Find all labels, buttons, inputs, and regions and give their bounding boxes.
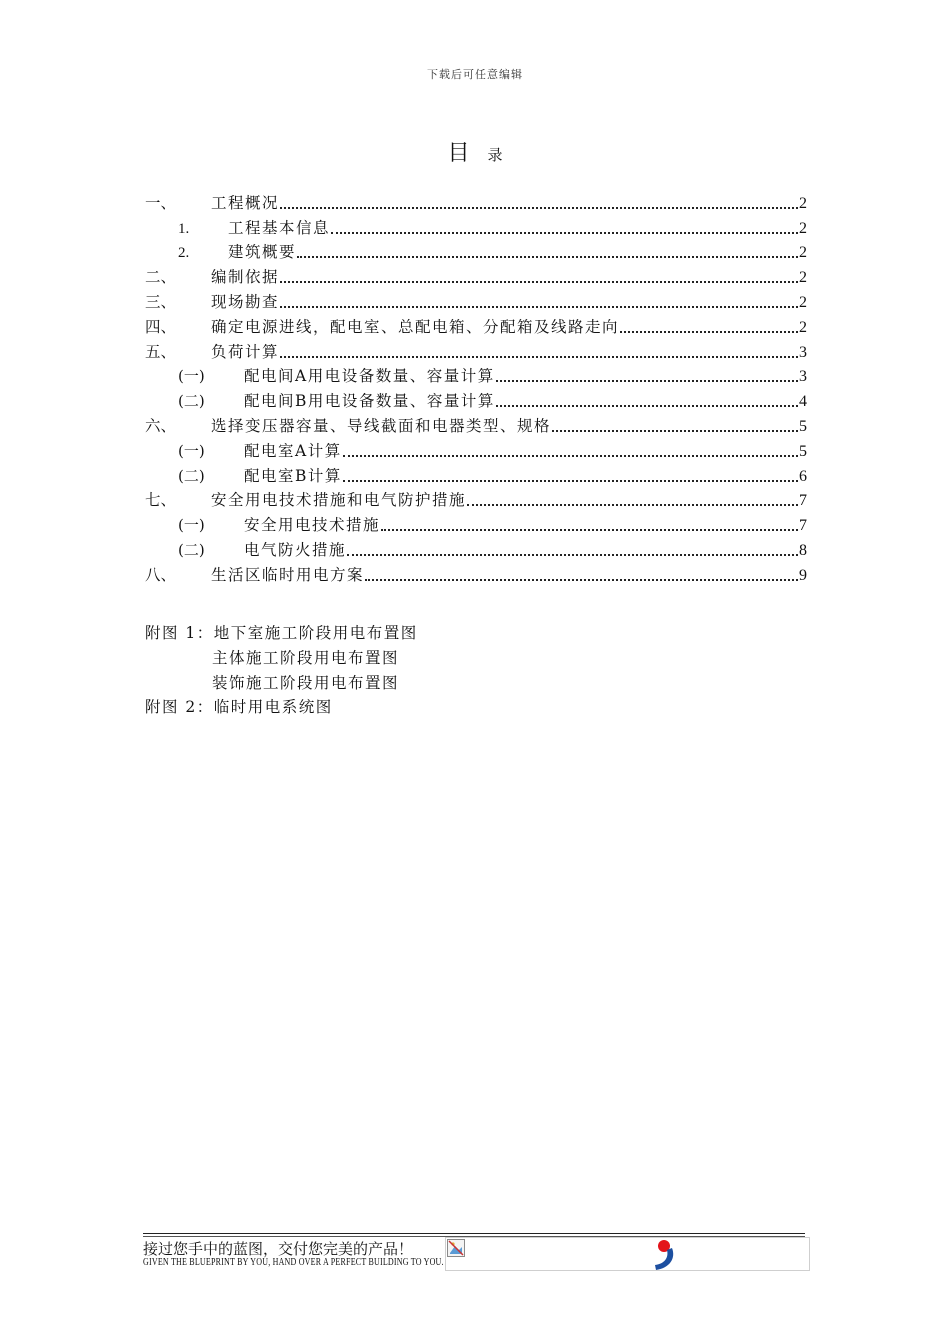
toc-entry-page: 3 <box>799 343 807 361</box>
toc-entry-page: 7 <box>799 517 807 535</box>
toc-entry-label: 生活区临时用电方案 <box>211 565 365 584</box>
toc-leader-dots <box>280 306 798 308</box>
toc-entry[interactable] <box>145 510 807 535</box>
toc-entry-number: 五、 <box>145 342 177 361</box>
toc-entry[interactable] <box>145 337 807 362</box>
page-header-note: 下载后可任意编辑 <box>427 68 523 81</box>
toc-entry[interactable] <box>145 238 807 263</box>
toc-entry-number: (二) <box>178 392 205 411</box>
toc-leader-dots <box>280 356 798 358</box>
toc-entry-number: 四、 <box>145 317 177 336</box>
toc-entry-number: (二) <box>178 540 205 559</box>
toc-entry[interactable] <box>145 386 807 411</box>
toc-entry-number: 一、 <box>145 193 177 212</box>
broken-image-icon <box>447 1239 465 1257</box>
toc-entry[interactable] <box>145 436 807 461</box>
toc-entry-page: 7 <box>799 492 807 510</box>
toc-entry-number: (一) <box>178 367 205 386</box>
toc-entry-label: 编制依据 <box>211 268 280 287</box>
toc-entry-page: 2 <box>799 244 807 262</box>
toc-entry[interactable] <box>145 461 807 486</box>
toc-entry-number: 六、 <box>145 416 177 435</box>
toc-entry[interactable] <box>145 312 807 337</box>
appendix-item: 主体施工阶段用电布置图 <box>212 648 400 667</box>
toc-leader-dots <box>343 455 798 457</box>
footer-slogan-cn: 接过您手中的蓝图，交付您完美的产品！ <box>143 1240 414 1258</box>
toc-entry-page: 3 <box>799 368 807 386</box>
toc-entry-label: 电气防火措施 <box>244 540 347 559</box>
toc-entry-label: 配电室B计算 <box>244 466 342 485</box>
appendix-item: 附图 2：临时用电系统图 <box>145 698 333 717</box>
toc-entry-page: 2 <box>799 269 807 287</box>
toc-entry[interactable] <box>145 486 807 511</box>
toc-entry-label: 选择变压器容量、导线截面和电器类型、规格 <box>211 416 552 435</box>
toc-entry-number: (一) <box>178 516 205 535</box>
toc-entry-label: 配电间B用电设备数量、容量计算 <box>244 392 495 411</box>
brand-logo-icon <box>650 1238 682 1272</box>
toc-entry-number: (一) <box>178 441 205 460</box>
toc-leader-dots <box>381 529 798 531</box>
footer-slogan-en: GIVEN THE BLUEPRINT BY YOU, HAND OVER A PERFECT BUILDING TO YOU. <box>143 1256 444 1268</box>
toc-entry-number: 三、 <box>145 292 177 311</box>
toc-entry-label: 安全用电技术措施 <box>244 516 381 535</box>
toc-leader-dots <box>343 480 798 482</box>
toc-leader-dots <box>280 207 798 209</box>
toc-leader-dots <box>467 504 798 506</box>
toc-entry-number: (二) <box>178 466 205 485</box>
toc-title-part1: 目 <box>447 141 470 166</box>
toc-leader-dots <box>496 380 798 382</box>
toc-entry-number: 1. <box>178 220 190 237</box>
toc-entry[interactable] <box>145 362 807 387</box>
toc-entry-label: 工程概况 <box>211 193 280 212</box>
toc-entry-number: 二、 <box>145 268 177 287</box>
toc-entry-label: 配电间A用电设备数量、容量计算 <box>244 367 495 386</box>
toc-entry-label: 工程基本信息 <box>228 218 331 237</box>
toc-leader-dots <box>620 331 798 333</box>
toc-entry[interactable] <box>145 535 807 560</box>
toc-entry-page: 2 <box>799 194 807 212</box>
table-of-contents <box>145 188 807 585</box>
toc-leader-dots <box>496 405 798 407</box>
toc-entry-number: 八、 <box>145 565 177 584</box>
toc-entry-page: 5 <box>799 417 807 435</box>
toc-entry-label: 负荷计算 <box>211 342 280 361</box>
toc-leader-dots <box>297 256 798 258</box>
toc-entry-page: 5 <box>799 442 807 460</box>
footer-banner-frame <box>445 1237 810 1271</box>
appendix-item: 附图 1：地下室施工阶段用电布置图 <box>145 624 418 642</box>
toc-entry-page: 4 <box>799 393 807 411</box>
toc-entry[interactable] <box>145 560 807 585</box>
toc-leader-dots <box>347 554 798 556</box>
toc-entry-page: 6 <box>799 467 807 485</box>
toc-entry-number: 2. <box>178 245 190 262</box>
toc-entry[interactable] <box>145 188 807 213</box>
toc-entry-label: 确定电源进线，配电室、总配电箱、分配箱及线路走向 <box>211 317 620 336</box>
toc-entry-page: 2 <box>799 293 807 311</box>
toc-entry-label: 安全用电技术措施和电气防护措施 <box>211 491 467 510</box>
appendix-list <box>145 621 645 720</box>
toc-entry-label: 现场勘查 <box>211 292 280 311</box>
toc-entry[interactable] <box>145 262 807 287</box>
toc-title <box>0 136 950 167</box>
toc-entry-page: 8 <box>799 541 807 559</box>
toc-entry-page: 2 <box>799 318 807 336</box>
toc-entry-page: 2 <box>799 219 807 237</box>
toc-entry-label: 配电室A计算 <box>244 441 342 460</box>
toc-leader-dots <box>552 430 798 432</box>
toc-entry-label: 建筑概要 <box>228 243 297 262</box>
toc-entry-number: 七、 <box>145 491 177 510</box>
toc-leader-dots <box>331 232 798 234</box>
toc-entry[interactable] <box>145 411 807 436</box>
toc-leader-dots <box>280 281 798 283</box>
toc-entry-page: 9 <box>799 566 807 584</box>
toc-title-part2: 录 <box>487 146 503 164</box>
footer-divider <box>143 1233 805 1234</box>
toc-entry[interactable] <box>145 287 807 312</box>
appendix-item: 装饰施工阶段用电布置图 <box>212 673 400 692</box>
toc-entry[interactable] <box>145 213 807 238</box>
toc-leader-dots <box>365 579 798 581</box>
